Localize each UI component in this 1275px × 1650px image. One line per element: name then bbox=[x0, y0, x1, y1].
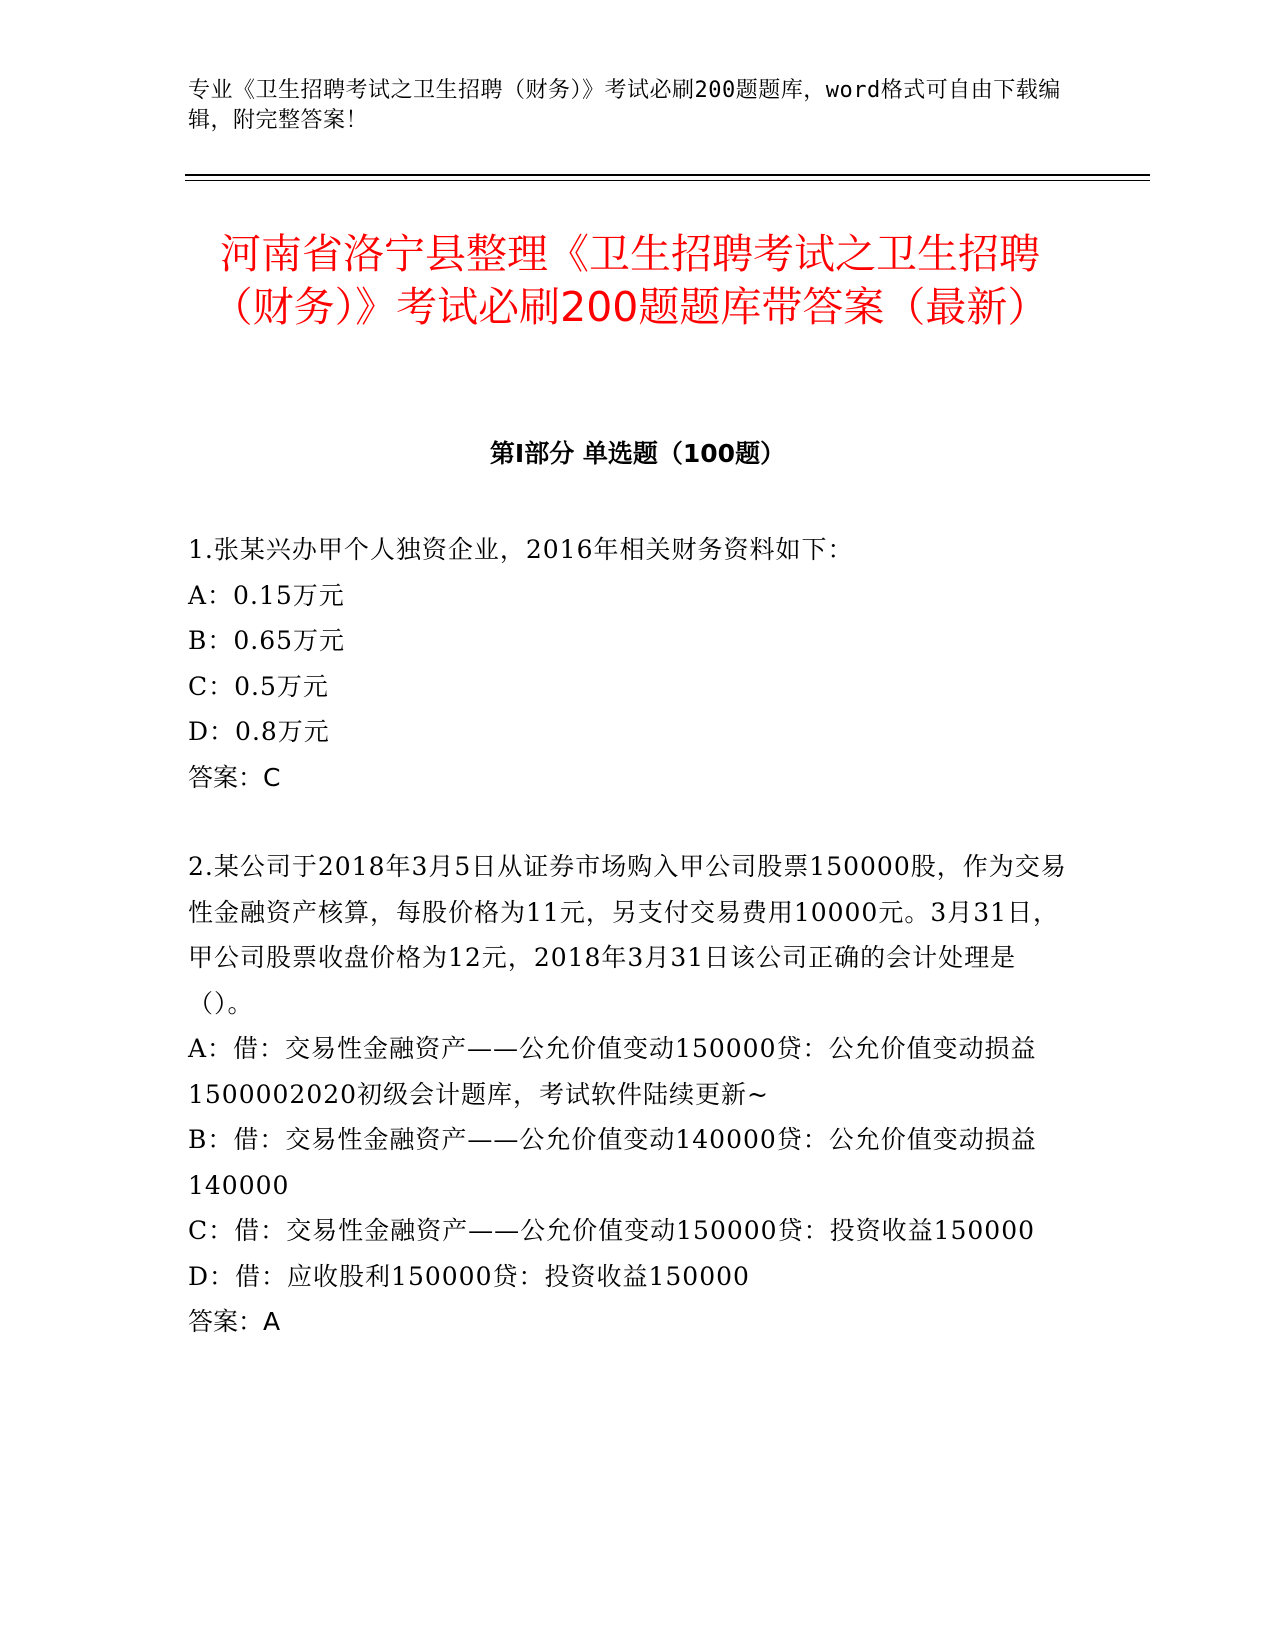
option-b: B：0.65万元 bbox=[188, 626, 346, 655]
option-a: A：借：交易性金融资产——公允价值变动150000贷：公允价值变动损益1500002020初级会计题库，考试软件陆续更新~ bbox=[188, 1034, 1037, 1109]
option-c: C：0.5万元 bbox=[188, 671, 329, 701]
question-2 bbox=[188, 844, 1068, 1345]
option-b: B：借：交易性金融资产——公允价值变动140000贷：公允价值变动损益140000 bbox=[188, 1125, 1037, 1200]
option-c: C：借：交易性金融资产——公允价值变动150000贷：投资收益150000 bbox=[188, 1216, 1035, 1245]
header-divider-thin bbox=[185, 180, 1150, 181]
header-note: 专业《卫生招聘考试之卫生招聘（财务）》考试必刷200题题库，word格式可自由下载编辑，附完整答案！ bbox=[188, 78, 1061, 133]
option-a: A：0.15万元 bbox=[188, 580, 345, 610]
header-divider-thick bbox=[185, 174, 1150, 176]
option-d: D：0.8万元 bbox=[188, 717, 330, 746]
section-heading: 第Ⅰ部分 单选题（100题） bbox=[489, 439, 786, 468]
document-title: 河南省洛宁县整理《卫生招聘考试之卫生招聘（财务）》考试必刷200题题库带答案（最新） bbox=[211, 230, 1049, 331]
question-1 bbox=[188, 527, 1068, 800]
option-d: D：借：应收股利150000贷：投资收益150000 bbox=[188, 1261, 750, 1291]
question-stem: 1.张某兴办甲个人独资企业，2016年相关财务资料如下： bbox=[188, 535, 854, 564]
answer: 答案：A bbox=[188, 1307, 281, 1336]
answer: 答案：C bbox=[188, 762, 281, 792]
question-stem: 2.某公司于2018年3月5日从证券市场购入甲公司股票150000股，作为交易性金融资产核算，每股价格为11元，另支付交易费用10000元。3月31日，甲公司股票收盘价格为12元，2018年3月31日该公司正确的会计处理是（）。 bbox=[188, 852, 1067, 1018]
